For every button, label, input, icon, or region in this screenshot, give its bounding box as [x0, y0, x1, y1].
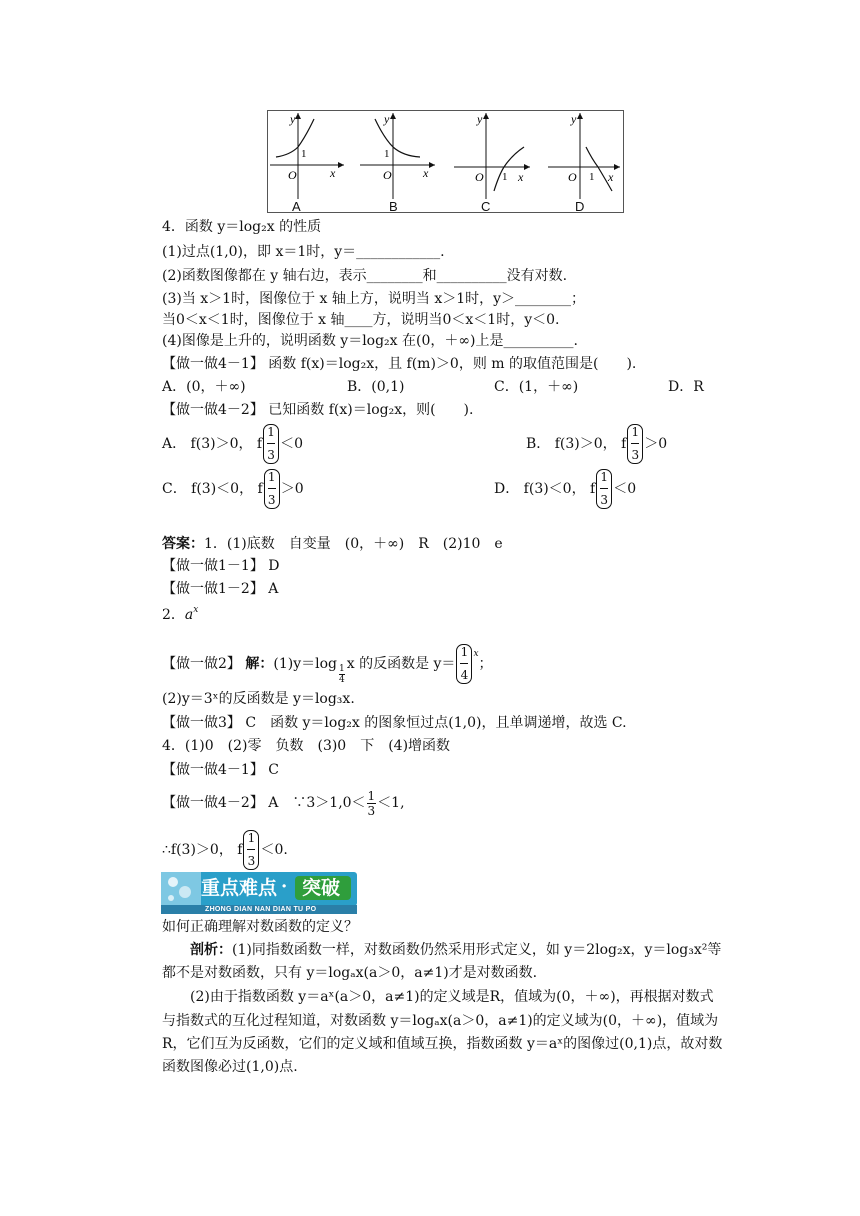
answers-label: 答案： — [162, 536, 204, 552]
section4-p4: (4)图像是上升的，说明函数 y＝log₂x 在(0，＋∞)上是__________. — [162, 333, 578, 349]
axis-y-label: y — [477, 112, 483, 126]
graph-label-c: C — [481, 199, 491, 214]
q42-option-b — [526, 424, 667, 464]
banner-title-a: 重点难点 — [201, 877, 278, 899]
analysis-p1a: 剖析：(1)同指数函数一样，对数函数仍然采用形式定义，如 y＝2log₂x，y＝log₃x²等 — [190, 942, 722, 958]
q42-b-text: B． f(3)＞0， f — [526, 436, 627, 452]
analysis-p2d: 函数图像必过(1,0)点. — [162, 1059, 298, 1075]
q42-d-post: ＜0 — [613, 481, 637, 497]
q41-option-c: C．(1，＋∞) — [494, 379, 579, 395]
answer-4-1: 【做一做4－1】 C — [162, 762, 279, 778]
graph-label-d: D — [575, 199, 585, 214]
q41-stem: 【做一做4－1】 函数 f(x)＝log₂x，且 f(m)＞0，则 m 的取值范围是( ). — [162, 356, 637, 372]
axis-x-label: x — [330, 166, 336, 180]
answer-4-2-conclusion: ∴f(3)＞0， f $\frac{1}{3}$ ＜0. — [162, 831, 288, 868]
origin-label: O — [383, 168, 392, 182]
banner-dot: · — [281, 876, 288, 897]
fraction-one-third: $\frac{1}{3}$ — [243, 830, 259, 870]
answer-1-1: 【做一做1－1】 D — [162, 558, 280, 574]
analysis-p2a: (2)由于指数函数 y＝aˣ(a＞0，a≠1)的定义域是R，值域为(0，＋∞)，再根据对数式 — [190, 989, 714, 1005]
analysis-p2b: 与指数式的互化过程知道，对数函数 y＝logₐx(a＞0，a≠1)的定义域为(0，＋∞)，值域为 — [162, 1013, 719, 1029]
origin-label: O — [568, 170, 577, 184]
section4-title: 4．函数 y＝log₂x 的性质 — [162, 219, 322, 235]
origin-label: O — [475, 170, 484, 184]
one-label: 1 — [502, 171, 508, 183]
one-label: 1 — [589, 171, 595, 183]
one-label: 1 — [384, 148, 390, 160]
fraction-one-third: $\frac{1}{3}$ — [627, 424, 643, 464]
section4-p1: (1)过点(1,0)，即 x＝1时，y＝____________. — [162, 244, 445, 260]
graph-label-a: A — [292, 199, 301, 214]
graph-svg — [268, 111, 623, 212]
key-points-banner — [161, 872, 357, 914]
section4-p2: (2)函数图像都在 y 轴右边，表示________和__________没有对数. — [162, 268, 568, 284]
axis-y-label: y — [290, 112, 296, 126]
answer-2: 2．$a^x$ — [162, 605, 199, 623]
q41-option-d: D．R — [668, 379, 704, 395]
q42-option-d — [494, 469, 636, 509]
q42-b-post: ＞0 — [644, 436, 668, 452]
section4-p3b: 当0＜x＜1时，图像位于 x 轴____方，说明当0＜x＜1时，y＜0. — [162, 312, 560, 328]
graph-b — [360, 112, 435, 199]
banner-pinyin: ZHONG DIAN NAN DIAN TU PO — [205, 906, 317, 913]
axis-y-label: y — [571, 112, 577, 126]
q42-option-a — [162, 424, 303, 464]
q41-option-a: A．(0，＋∞) — [162, 379, 246, 395]
q42-a-post: ＜0 — [280, 436, 304, 452]
axis-y-label: y — [384, 112, 390, 126]
graph-d — [548, 112, 620, 199]
q41-option-b: B．(0,1) — [347, 379, 405, 395]
q42-c-text: C． f(3)＜0， f — [162, 481, 263, 497]
answer-1: 1．(1)底数 自变量 (0，＋∞) R (2)10 e — [204, 536, 503, 552]
analysis-p2c: R，它们互为反函数，它们的定义域和值域互换，指数函数 y＝aˣ的图像过(0,1)点，故对数 — [162, 1036, 723, 1052]
graph-options-figure — [267, 110, 624, 213]
answers-line-1 — [162, 535, 503, 553]
answer-4-2: 【做一做4－2】 A ∵3＞1,0＜ $\frac{1}{3}$ ＜1, — [162, 788, 405, 818]
graph-label-b: B — [389, 199, 398, 214]
axis-x-label: x — [518, 170, 524, 184]
q42-c-post: ＞0 — [280, 481, 304, 497]
banner-title-b: 突破 — [302, 877, 341, 899]
graph-a — [270, 112, 344, 199]
fraction-one-third: $\frac{1}{3}$ — [263, 424, 279, 464]
analysis-p1b: 都不是对数函数，只有 y＝logₐx(a＞0，a≠1)才是对数函数. — [162, 965, 538, 981]
answer-do-2-label: 解： — [245, 656, 274, 672]
fraction-one-third: $\frac{1}{3}$ — [264, 469, 280, 509]
answer-do-2-head: 【做一做2】 — [162, 656, 241, 672]
q42-option-c — [162, 469, 304, 509]
fraction-one-third: $\frac{1}{3}$ — [596, 469, 612, 509]
analysis-label: 剖析： — [190, 942, 232, 958]
answer-1-2: 【做一做1－2】 A — [162, 581, 279, 597]
axis-x-label: x — [608, 170, 614, 184]
axis-x-label: x — [423, 166, 429, 180]
analysis-question: 如何正确理解对数函数的定义？ — [162, 919, 358, 935]
origin-label: O — [288, 168, 297, 182]
one-label: 1 — [301, 148, 307, 160]
section4-p3a: (3)当 x＞1时，图像位于 x 轴上方，说明当 x＞1时，y＞________； — [162, 291, 586, 307]
answer-4: 4．(1)0 (2)零 负数 (3)0 下 (4)增函数 — [162, 738, 451, 754]
fraction-one-quarter: $\frac{1}{4}$ — [456, 644, 472, 684]
q42-a-text: A． f(3)＞0， f — [162, 436, 263, 452]
answer-do-2: 【做一做2】 解：(1)y＝log $\frac{1}{4}$ x 的反函数是 y＝ $\frac{1}{4}$ $^x$； — [162, 645, 493, 685]
q42-stem: 【做一做4－2】 已知函数 f(x)＝log₂x，则( ). — [162, 402, 474, 418]
q42-d-text: D． f(3)＜0， f — [494, 481, 596, 497]
answer-do-2-part2: (2)y＝3ˣ的反函数是 y＝log₃x. — [162, 691, 355, 707]
graph-c — [454, 112, 530, 199]
answer-do-3: 【做一做3】 C 函数 y＝log₂x 的图象恒过点(1,0)，且单调递增，故选 C. — [162, 715, 627, 731]
